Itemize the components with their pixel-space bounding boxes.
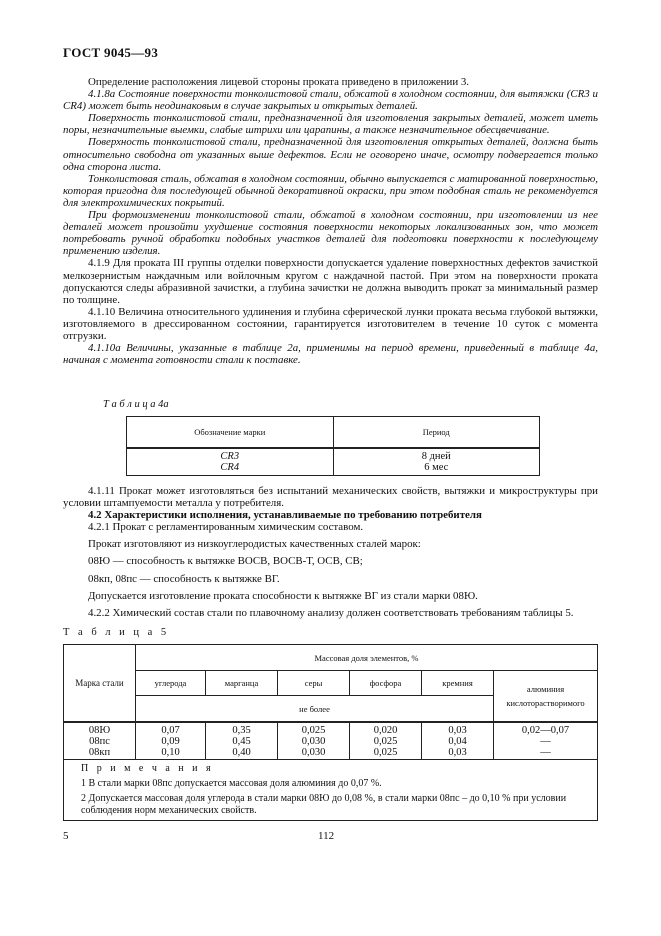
document-title: ГОСТ 9045—93 — [63, 45, 159, 60]
table-row — [64, 722, 598, 760]
table-cell: 0,03 — [448, 724, 467, 736]
paragraph: 4.1.11 Прокат может изготовляться без испытаний механических свойств, вытяжки и микроструктуры при условии штампуемости металла у потребителя. — [63, 485, 598, 510]
paragraph: Тонколистовая сталь, обжатая в холодном состоянии, обычно выпускается с матированной поверхностью, которая пригодна для последующей обычной декоративной окраски, при этом подобная сталь не рекомендуется для электрохимических покрытий. — [63, 172, 598, 209]
table-header: марганца — [206, 671, 278, 696]
paragraph: При формоизменении тонколистовой стали, обжатой в холодном состоянии, при изготовлении из нее деталей может произойти ухудшение состояния поверхности некоторых локализованных зон, что может потребовать ручной обработки подобных участков деталей для подготовки поверхности к последующему применению изделия. — [63, 209, 598, 258]
table-cell: 0,025 — [373, 735, 398, 747]
paragraph: Поверхность тонколистовой стали, предназначенной для изготовления открытых деталей, должна быть относительно свободна от указанных выше дефектов. Если не оговорено иначе, осмотру подвергается только одна сторона листа. — [63, 136, 598, 173]
table-cell: — — [540, 735, 551, 747]
table-header: Марка стали — [64, 645, 136, 723]
table-header: не более — [136, 696, 494, 723]
table-header: кремния — [422, 671, 494, 696]
table-cell: 0,020 — [373, 724, 398, 736]
table-5 — [63, 644, 598, 821]
table-cell: 0,09 — [161, 735, 180, 747]
table-cell: CR3 — [220, 451, 240, 462]
table-header: Обозначение марки — [127, 417, 334, 449]
page-number-left: 5 — [63, 830, 69, 842]
paragraph: 4.1.10 Величина относительного удлинения и глубина сферической лунки проката весьма глубокой вытяжки, изготовляемого в дрессированном состоянии, гарантируется изготовителем в течение 10 суток с момента отгрузки. — [63, 305, 598, 342]
table-cell: 08кп — [88, 746, 111, 758]
paragraph: Прокат изготовляют из низкоуглеродистых качественных сталей марок: — [88, 538, 421, 551]
paragraph: 4.2.2 Химический состав стали по плавочному анализу должен соответствовать требованиям таблицы 5. — [88, 606, 574, 619]
section-heading: 4.2 Характеристики исполнения, устанавливаемые по требованию потребителя — [88, 509, 482, 522]
table-header: Период — [333, 417, 540, 449]
table-cell: CR4 — [220, 462, 240, 473]
paragraph: 08кп, 08пс — способность к вытяжке ВГ. — [88, 572, 280, 585]
table-header: углерода — [136, 671, 206, 696]
table-cell: 0,025 — [301, 724, 326, 736]
table-cell: 0,40 — [232, 746, 251, 758]
table-cell: 0,35 — [232, 724, 251, 736]
table-4a — [126, 416, 540, 476]
paragraph: 4.1.9 Для проката III группы отделки поверхности допускается удаление поверхностных дефектов зачисткой мелкозернистым наждачным или войлочным кругом с наждачной пастой. При этом на поверхности проката допускаются следы абразивной зачистки, а глубина зачистки не должна выводить прокат за минимальный размер по толщине. — [63, 257, 598, 306]
paragraph: 4.1.10а Величины, указанные в таблице 2а, применимы на период времени, приведенный в таблице 4а, начиная с момента готовности стали к поставке. — [63, 342, 598, 367]
table-cell: 08Ю — [88, 724, 111, 736]
table-row — [127, 448, 540, 476]
table-cell: 0,10 — [161, 746, 180, 758]
table-cell: 0,030 — [301, 735, 326, 747]
paragraph: 4.1.8а Состояние поверхности тонколистовой стали, обжатой в холодном состоянии, для вытяжки (CR3 и CR4) может быть неодинаковым в случае закрытых и открытых деталей. — [63, 88, 598, 113]
table-cell: 0,03 — [448, 746, 467, 758]
table-cell: — — [540, 746, 551, 758]
table-header: серы — [278, 671, 350, 696]
table-5-caption: Т а б л и ц а 5 — [63, 627, 170, 638]
document-body-continued — [63, 485, 598, 619]
note: 2 Допускается массовая доля углерода в стали марки 08Ю до 0,08 %, в стали марки 08пс – до 0,10 % при условии соблюдения норм механических свойств. — [81, 793, 567, 816]
table-cell: 0,030 — [301, 746, 326, 758]
table-cell: 0,025 — [373, 746, 398, 758]
paragraph: 4.2.1 Прокат с регламентированным химическим составом. — [88, 521, 364, 534]
paragraph: Допускается изготовление проката способности к вытяжке ВГ из стали марки 08Ю. — [88, 589, 478, 602]
note: 1 В стали марки 08пс допускается массовая доля алюминия до 0,07 %. — [81, 778, 382, 789]
table-cell: 8 дней — [421, 451, 451, 462]
table-header: алюминия кислоторастворимого — [494, 671, 598, 723]
table-cell: 0,45 — [232, 735, 251, 747]
paragraph: Поверхность тонколистовой стали, предназначенной для изготовления закрытых деталей, может иметь поры, незначительные выемки, слабые штрихи или царапины, а также незначительное обесцвечивание. — [63, 112, 598, 137]
table-cell: 08пс — [89, 735, 110, 747]
page-number-center: 112 — [318, 830, 335, 842]
paragraph: 08Ю — способность к вытяжке ВОСВ, ВОСВ-Т, ОСВ, СВ; — [88, 555, 363, 568]
table-cell: 6 мес — [424, 462, 449, 473]
table-header: фосфора — [350, 671, 422, 696]
notes-title: П р и м е ч а н и я — [81, 763, 214, 774]
document-body — [63, 76, 598, 366]
table-notes-row — [64, 760, 598, 821]
table-cell: 0,07 — [161, 724, 180, 736]
table-cell: 0,02—0,07 — [521, 724, 570, 736]
table-4a-caption: Т а б л и ц а 4а — [103, 399, 169, 410]
table-cell: 0,04 — [448, 735, 467, 747]
table-header: Массовая доля элементов, % — [136, 645, 598, 671]
paragraph: Определение расположения лицевой стороны проката приведено в приложении 3. — [88, 76, 470, 88]
